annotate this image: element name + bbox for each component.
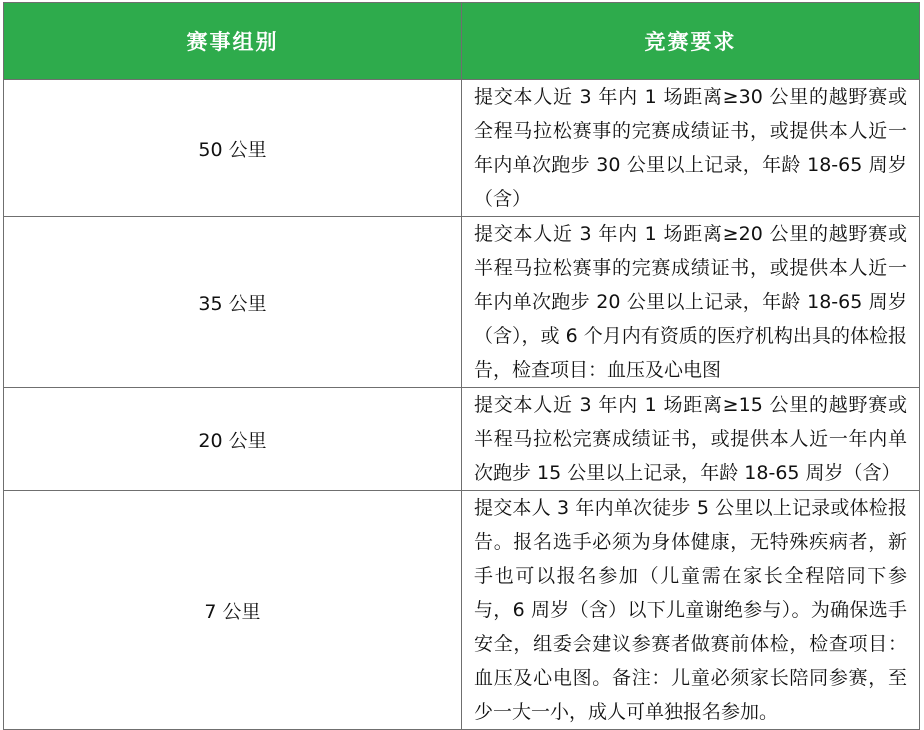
- table-row: [4, 388, 920, 491]
- requirement-cell: 提交本人近 3 年内 1 场距离≥15 公里的越野赛或半程马拉松完赛成绩证书，或提供本人近一年内单次跑步 15 公里以上记录，年龄 18-65 周岁（含）: [462, 388, 920, 491]
- category-cell: 50 公里: [4, 80, 462, 217]
- header-requirement: 竞赛要求: [462, 3, 920, 80]
- table-row: [4, 491, 920, 730]
- header-row: [4, 3, 920, 80]
- table-row: [4, 217, 920, 388]
- table-row: [4, 80, 920, 217]
- category-cell: 20 公里: [4, 388, 462, 491]
- header-category: 赛事组别: [4, 3, 462, 80]
- requirement-cell: 提交本人近 3 年内 1 场距离≥30 公里的越野赛或全程马拉松赛事的完赛成绩证书，或提供本人近一年内单次跑步 30 公里以上记录，年龄 18-65 周岁（含）: [462, 80, 920, 217]
- requirement-cell: 提交本人 3 年内单次徒步 5 公里以上记录或体检报告。报名选手必须为身体健康，无特殊疾病者，新手也可以报名参加（儿童需在家长全程陪同下参与，6 周岁（含）以下儿童谢绝参与）。为确保选手安全，组委会建议参赛者做赛前体检，检查项目：血压及心电图。备注：儿童必须家长陪同参赛，至少一大一小，成人可单独报名参加。: [462, 491, 920, 730]
- requirement-cell: 提交本人近 3 年内 1 场距离≥20 公里的越野赛或半程马拉松赛事的完赛成绩证书，或提供本人近一年内单次跑步 20 公里以上记录，年龄 18-65 周岁（含），或 6 个月内有资质的医疗机构出具的体检报告，检查项目：血压及心电图: [462, 217, 920, 388]
- category-cell: 7 公里: [4, 491, 462, 730]
- requirements-table: [3, 2, 920, 730]
- category-cell: 35 公里: [4, 217, 462, 388]
